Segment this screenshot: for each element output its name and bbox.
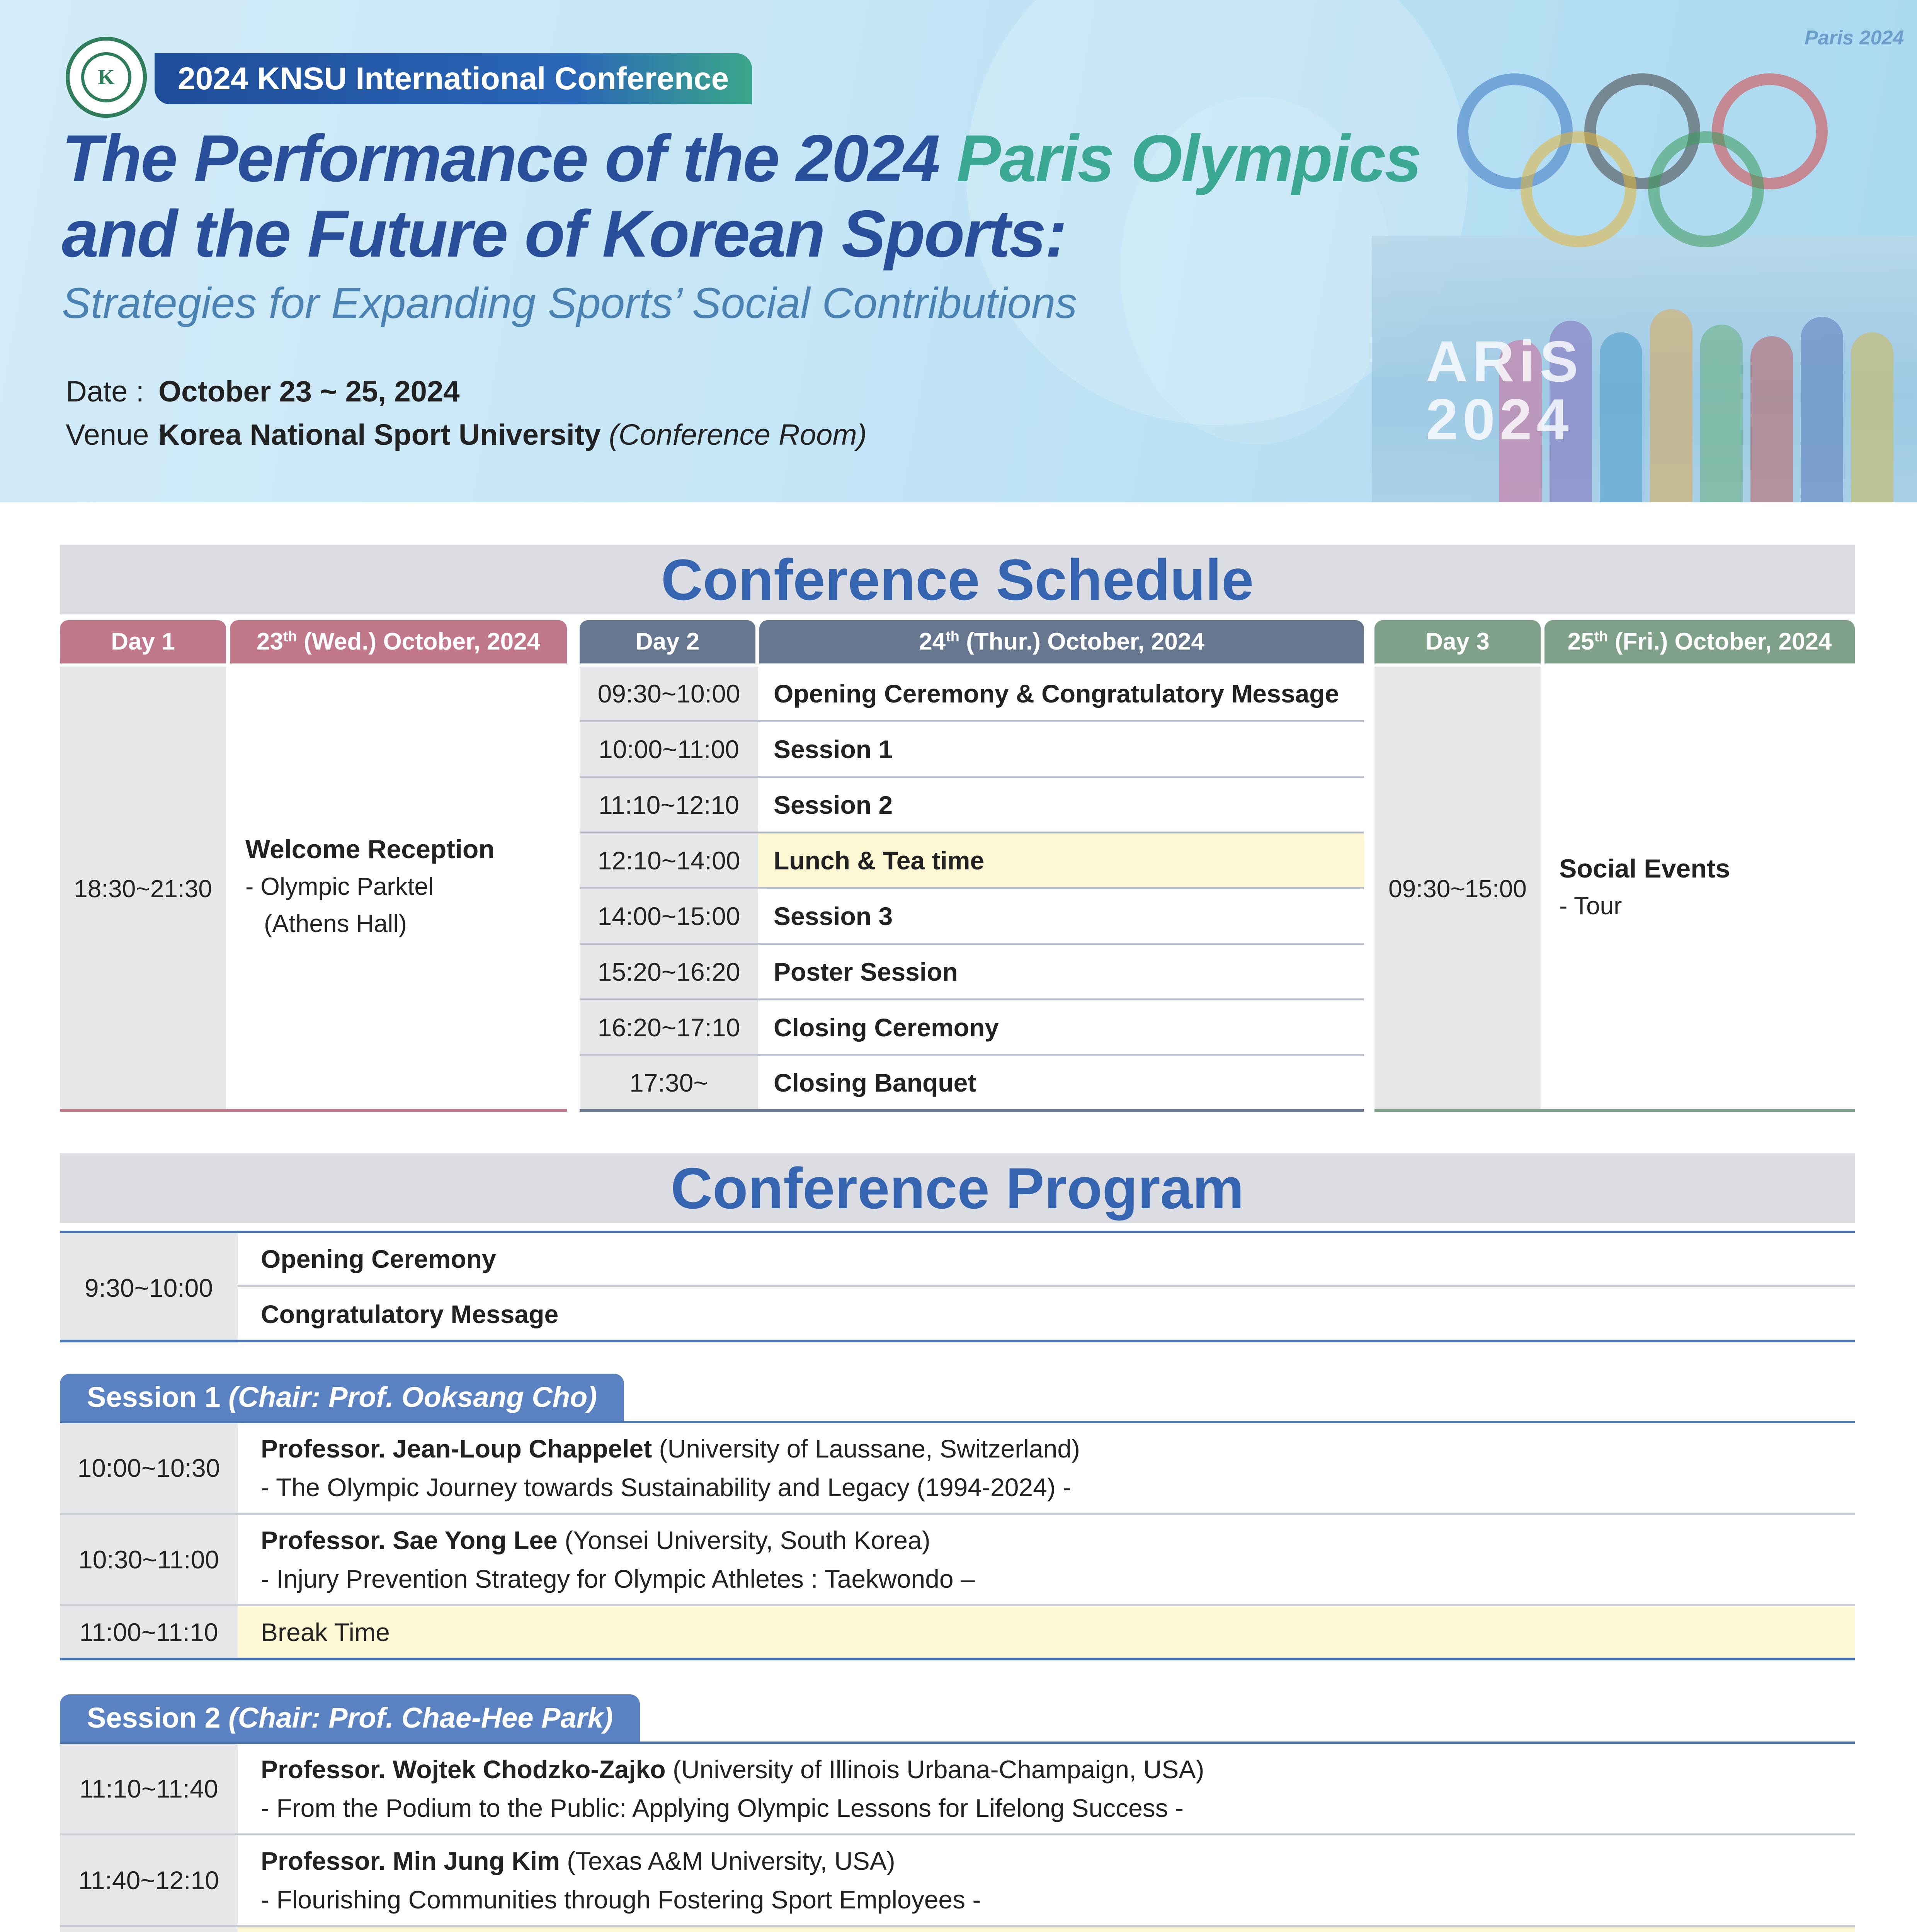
day1-time: 18:30~21:30: [60, 667, 226, 1111]
day3-bottom-rule: [1374, 1109, 1855, 1112]
day3-label: Day 3: [1374, 620, 1541, 663]
congratulatory-row: Congratulatory Message: [261, 1300, 559, 1328]
lunch-row: [60, 1927, 1855, 1932]
talk-row: 10:00~10:30 Professor. Jean-Loup Chappelet (University of Laussane, Switzerland) - The Olympic Journey towards Sustainability and Legacy (1994-2024) -: [60, 1423, 1855, 1515]
session1-tab: Session 1 (Chair: Prof. Ooksang Cho): [60, 1374, 624, 1421]
day3-time: 09:30~15:00: [1374, 667, 1541, 1111]
talk-row: 10:30~11:00 Professor. Sae Yong Lee (Yonsei University, South Korea) - Injury Prevention Strategy for Olympic Athletes : Taekwondo –: [60, 1515, 1855, 1606]
venue-line: Venue :Korea National Sport University (Conference Room): [66, 418, 867, 451]
conference-badge: 2024 KNSU International Conference: [155, 53, 752, 104]
paris-2024-badge: Paris 2024: [1805, 27, 1904, 49]
opening-bottom-rule: [60, 1340, 1855, 1342]
header-banner: [0, 0, 1917, 502]
paris-2024-wall-text: ARiS 2024: [1426, 329, 1583, 452]
day1-bottom-rule: [60, 1109, 567, 1112]
schedule-row: 17:30~ Closing Banquet: [580, 1056, 1364, 1112]
title-line-2: and the Future of Korean Sports:: [62, 197, 1066, 271]
session2-tab: Session 2 (Chair: Prof. Chae-Hee Park): [60, 1694, 640, 1742]
talk-row: 11:40~12:10 Professor. Min Jung Kim (Texas A&M University, USA) - Flourishing Communities through Fostering Sport Employees -: [60, 1835, 1855, 1927]
talk-row: 11:10~11:40 Professor. Wojtek Chodzko-Zajko (University of Illinois Urbana-Champaign, USA) - From the Podium to the Public: Applying Olympic Lessons for Lifelong Success -: [60, 1744, 1855, 1835]
schedule-row: 16:20~17:10 Closing Ceremony: [580, 1000, 1364, 1056]
schedule-row: 14:00~15:00 Session 3: [580, 889, 1364, 945]
olympic-rings-icon: [1457, 73, 1843, 251]
day3-event: Social Events - Tour: [1559, 854, 1730, 920]
date-line: Date : October 23 ~ 25, 2024: [66, 375, 460, 408]
schedule-row: 12:10~14:00 Lunch & Tea time: [580, 833, 1364, 889]
day1-event: Welcome Reception - Olympic Parktel (Athens Hall): [245, 835, 495, 937]
subtitle: Strategies for Expanding Sports’ Social Contributions: [62, 279, 1077, 327]
day3-date: 25th (Fri.) October, 2024: [1544, 620, 1855, 663]
break-row: 11:00~11:10 Break Time: [60, 1606, 1855, 1660]
day2-label: Day 2: [580, 620, 755, 663]
schedule-row: 15:20~16:20 Poster Session: [580, 945, 1364, 1000]
title-line-1: The Performance of the 2024 Paris Olympics: [62, 121, 1421, 196]
day2-date: 24th (Thur.) October, 2024: [759, 620, 1364, 663]
schedule-row: 09:30~10:00 Opening Ceremony & Congratulatory Message: [580, 667, 1364, 722]
schedule-title: Conference Schedule: [60, 545, 1855, 614]
opening-row: 9:30~10:00 Opening Ceremony: [60, 1231, 1855, 1287]
day1-date: 23th (Wed.) October, 2024: [230, 620, 567, 663]
schedule-row: 11:10~12:10 Session 2: [580, 778, 1364, 833]
knsu-logo: K: [66, 37, 147, 118]
program-title: Conference Program: [60, 1153, 1855, 1223]
day1-label: Day 1: [60, 620, 226, 663]
schedule-row: 10:00~11:00 Session 1: [580, 722, 1364, 778]
